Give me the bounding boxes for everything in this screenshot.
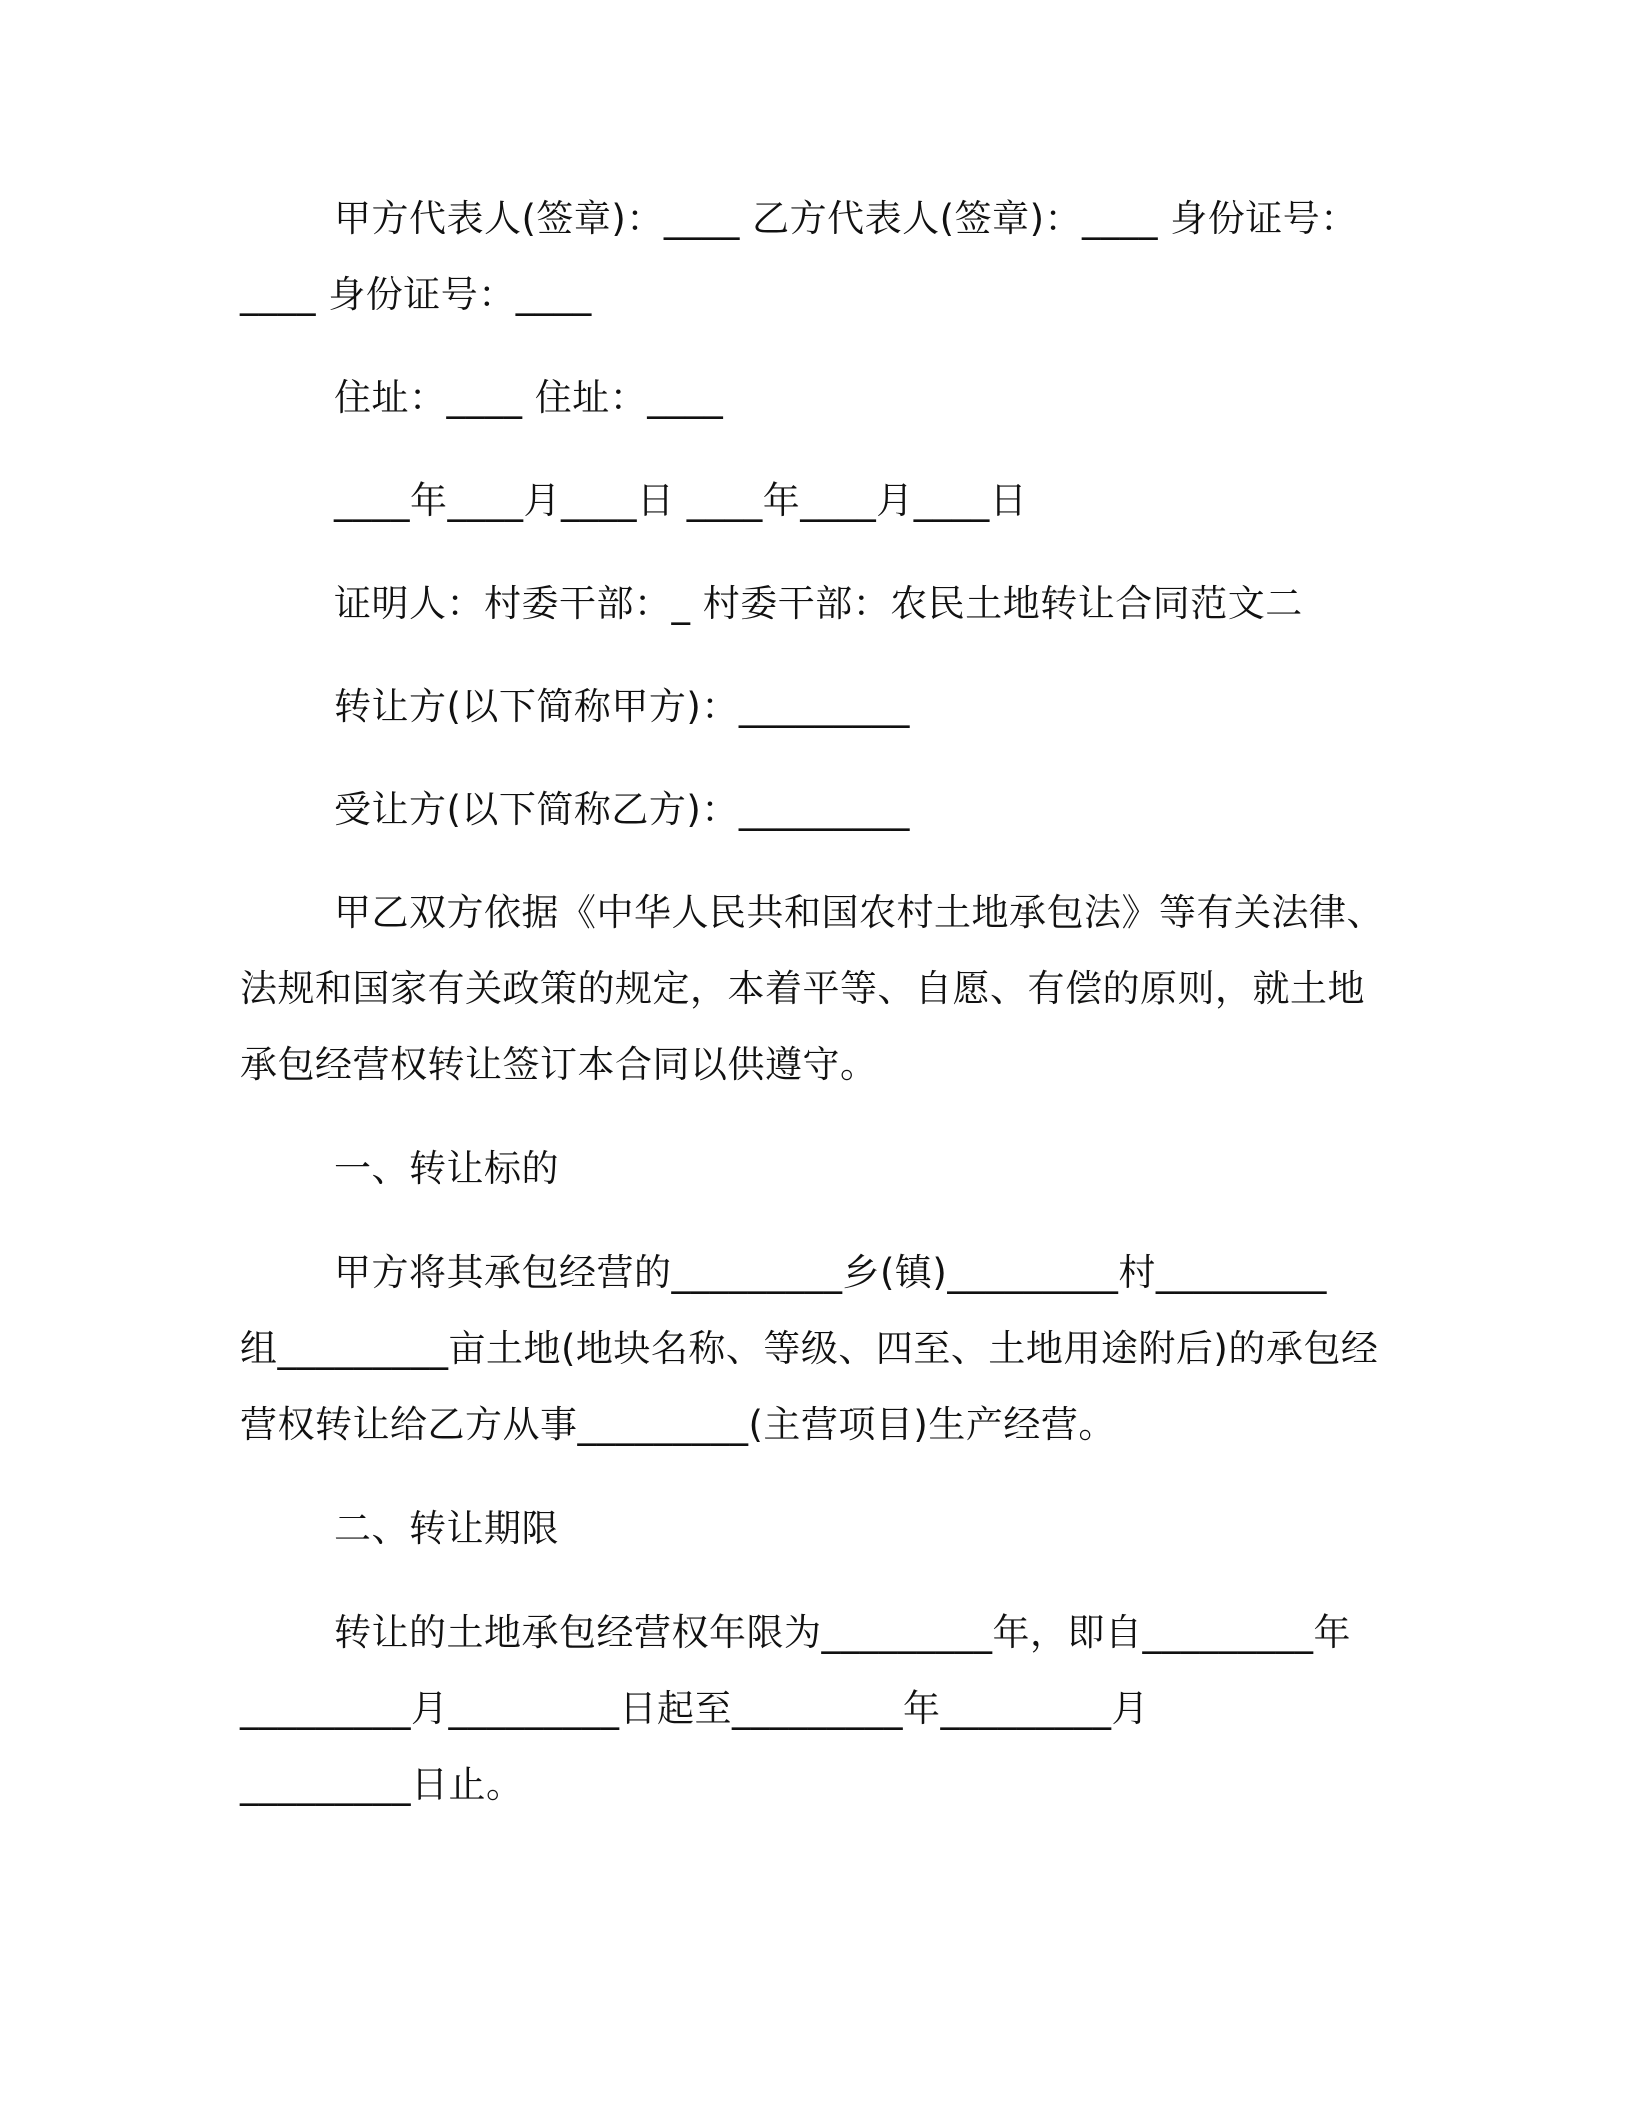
transferor-line: 转让方(以下简称甲方)：_________ xyxy=(334,685,910,728)
section1-line-1: 甲方将其承包经营的_________乡(镇)_________村_________ xyxy=(334,1251,1327,1294)
section2-line-1: 转让的土地承包经营权年限为_________年，即自_________年 xyxy=(334,1611,1351,1654)
id-number-line: ____ 身份证号：____ xyxy=(240,273,592,316)
preamble-line-3: 承包经营权转让签订本合同以供遵守。 xyxy=(240,1043,878,1086)
witness-line: 证明人：村委干部：_ 村委干部：农民土地转让合同范文二 xyxy=(334,582,1303,625)
preamble-line-2: 法规和国家有关政策的规定，本着平等、自愿、有偿的原则，就土地 xyxy=(240,967,1365,1010)
transferee-line: 受让方(以下简称乙方)：_________ xyxy=(334,788,910,831)
preamble-line-1: 甲乙双方依据《中华人民共和国农村土地承包法》等有关法律、 xyxy=(334,891,1384,934)
section1-line-2: 组_________亩土地(地块名称、等级、四至、土地用途附后)的承包经 xyxy=(240,1327,1379,1370)
section-heading-1: 一、转让标的 xyxy=(334,1147,559,1190)
section2-line-3: _________日止。 xyxy=(240,1763,524,1806)
section-heading-2: 二、转让期限 xyxy=(334,1507,559,1550)
signature-line: 甲方代表人(签章)：____ 乙方代表人(签章)：____ 身份证号： xyxy=(334,197,1358,240)
date-line: ____年____月____日 ____年____月____日 xyxy=(334,479,1028,522)
section1-line-3: 营权转让给乙方从事_________(主营项目)生产经营。 xyxy=(240,1403,1116,1446)
address-line: 住址：____ 住址：____ xyxy=(334,376,724,419)
section2-line-2: _________月_________日起至_________年_________月 xyxy=(240,1687,1149,1730)
